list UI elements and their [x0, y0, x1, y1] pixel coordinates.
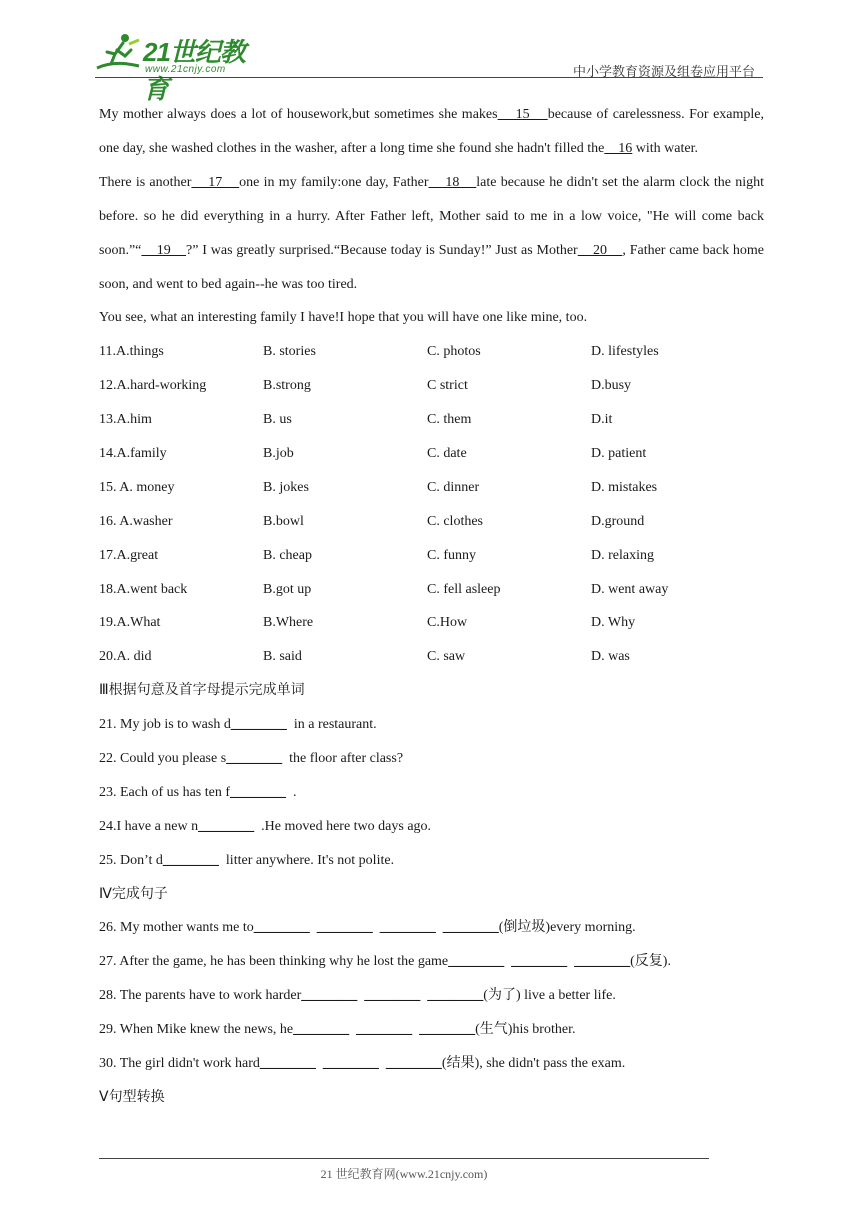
option: B. jokes: [263, 479, 309, 495]
option-row-14: [99, 437, 764, 471]
question-23: [99, 776, 764, 810]
footer-divider: [99, 1158, 709, 1159]
option-row-13: [99, 403, 764, 437]
text: (生气)his brother.: [475, 1022, 576, 1038]
logo-text: 21世纪教育: [143, 37, 245, 104]
option: C. photos: [427, 344, 481, 360]
passage-paragraph-1: [99, 98, 764, 166]
text: 25. Don’t d: [99, 852, 163, 868]
text: 24.I have a new n: [99, 818, 199, 834]
option: C. date: [427, 446, 467, 462]
text: the floor after class?: [282, 751, 404, 767]
option: B. stories: [263, 344, 316, 360]
option-row-17: [99, 539, 764, 573]
answer-blank: ________: [574, 954, 631, 970]
answer-blank: ________: [259, 1056, 316, 1072]
option: 20.A. did: [99, 649, 152, 665]
option-row-15: [99, 471, 764, 505]
answer-blank: ________: [427, 988, 484, 1004]
answer-blank: ________: [379, 920, 436, 936]
text: .: [286, 784, 297, 800]
option: D. Why: [591, 615, 636, 631]
option: 17.A.great: [99, 547, 159, 563]
option: B.got up: [263, 581, 312, 597]
option: C. funny: [427, 547, 476, 563]
option: 19.A.What: [99, 615, 161, 631]
answer-blank: ________: [162, 852, 219, 868]
text: because of carelessness. For example, one day, she washed clothes in the washer, after a long time she found she hadn't filled the: [99, 107, 765, 156]
text: 22. Could you please s: [99, 751, 227, 767]
option: B.strong: [263, 378, 311, 394]
question-30: [99, 1047, 764, 1081]
option-row-19: [99, 606, 764, 640]
question-21: [99, 708, 764, 742]
answer-blank: ________: [253, 920, 310, 936]
answer-blank: ________: [293, 1022, 350, 1038]
option-row-16: [99, 505, 764, 539]
header-divider: [95, 77, 763, 78]
answer-blank: ________: [448, 954, 505, 970]
text: one in my family:one day, Father: [239, 174, 429, 190]
blank-19: 19: [141, 242, 187, 258]
option: C. them: [427, 412, 472, 428]
option: B.bowl: [263, 513, 304, 529]
answer-blank: ________: [226, 751, 283, 767]
answer-blank: ________: [198, 818, 255, 834]
answer-blank: ________: [419, 1022, 476, 1038]
text: 21. My job is to wash d: [99, 717, 231, 733]
option: 13.A.him: [99, 412, 152, 428]
logo-url: www.21cnjy.com: [145, 64, 226, 75]
text: 27. After the game, he has been thinking why he lost the game: [99, 954, 449, 970]
answer-blank: ________: [316, 920, 373, 936]
option: D. lifestyles: [591, 344, 659, 360]
option-row-18: [99, 573, 764, 607]
option-row-20: [99, 640, 764, 674]
question-25: [99, 844, 764, 878]
blank-15: 15: [497, 107, 548, 122]
text: (反复).: [630, 954, 671, 970]
question-27: [99, 945, 764, 979]
blank-16: 16: [604, 140, 633, 156]
text: in a restaurant.: [286, 717, 377, 733]
text: (结果), she didn't pass the exam.: [441, 1056, 626, 1072]
answer-blank: ________: [230, 717, 287, 733]
text: 30. The girl didn't work hard: [99, 1056, 260, 1072]
option: C. fell asleep: [427, 581, 501, 597]
answer-blank: ________: [301, 988, 358, 1004]
text: 29. When Mike knew the news, he: [99, 1022, 294, 1038]
blank-20: 20: [577, 242, 623, 258]
question-24: [99, 810, 764, 844]
site-logo: [95, 30, 260, 104]
text: late because he didn't set the alarm clock the night before. so he did everything in a hurry. After Father left, Mother said to me in a low voice, "He will come back soon.”“: [99, 174, 764, 258]
page-footer: 21 世纪教育网(www.21cnjy.com): [320, 1167, 488, 1181]
answer-blank: ________: [442, 920, 499, 936]
answer-blank: ________: [322, 1056, 379, 1072]
text: (为了) live a better life.: [483, 988, 616, 1004]
passage-paragraph-3: You see, what an interesting family I have!I hope that you will have one like mine, too.: [99, 310, 588, 326]
option: B. us: [263, 412, 292, 428]
option: 16. A.washer: [99, 513, 173, 529]
text: litter anywhere. It's not polite.: [218, 852, 395, 868]
option: 12.A.hard-working: [99, 378, 207, 394]
option: 11.A.things: [99, 344, 164, 360]
question-29: [99, 1013, 764, 1047]
platform-name: 中小学教育资源及组卷应用平台: [572, 65, 755, 80]
document-body: [99, 98, 764, 1115]
text: 26. My mother wants me to: [99, 920, 254, 936]
option: D.it: [591, 412, 613, 428]
text: .He moved here two days ago.: [254, 818, 432, 834]
runner-logo-icon: [95, 30, 143, 76]
question-26: [99, 911, 764, 945]
option: D. relaxing: [591, 547, 654, 563]
answer-blank: ________: [356, 1022, 413, 1038]
option: B.Where: [263, 615, 314, 631]
option: 18.A.went back: [99, 581, 188, 597]
text: There is another: [99, 174, 192, 190]
section-5-title: Ⅴ句型转换: [99, 1088, 165, 1105]
section-4-title: Ⅳ完成句子: [99, 885, 168, 902]
text: 23. Each of us has ten f: [99, 784, 231, 800]
option: C strict: [427, 378, 468, 394]
text: with water.: [632, 140, 699, 156]
option: C. dinner: [427, 479, 480, 495]
option: C. saw: [427, 649, 466, 665]
option: C. clothes: [427, 513, 483, 529]
text: ?” I was greatly surprised.“Because today is Sunday!” Just as Mother: [186, 242, 578, 258]
answer-blank: ________: [230, 784, 287, 800]
answer-blank: ________: [385, 1056, 442, 1072]
option: D. mistakes: [591, 479, 658, 495]
option: D. patient: [591, 446, 647, 462]
options-list: [99, 335, 764, 674]
text: 28. The parents have to work harder: [99, 988, 302, 1004]
text: My mother always does a lot of housework,but sometimes she makes: [99, 107, 498, 122]
passage-paragraph-2: [99, 166, 764, 302]
option: D.busy: [591, 378, 632, 394]
option-row-11: [99, 335, 764, 369]
option: C.How: [427, 615, 468, 631]
option-row-12: [99, 369, 764, 403]
blank-17: 17: [191, 174, 240, 190]
question-22: [99, 742, 764, 776]
page-header: [0, 0, 860, 104]
question-28: [99, 979, 764, 1013]
blank-18: 18: [428, 174, 477, 190]
section-3-title: Ⅲ根据句意及首字母提示完成单词: [99, 682, 305, 699]
answer-blank: ________: [364, 988, 421, 1004]
option: B. cheap: [263, 547, 312, 563]
option: 15. A. money: [99, 479, 175, 495]
option: B. said: [263, 649, 302, 665]
option: D. was: [591, 649, 630, 665]
option: D. went away: [591, 581, 669, 597]
text: , Father came back home soon, and went to bed again--he was too tired.: [99, 242, 765, 292]
text: (倒垃圾)every morning.: [498, 920, 636, 936]
answer-blank: ________: [511, 954, 568, 970]
option: B.job: [263, 446, 294, 462]
option: D.ground: [591, 513, 645, 529]
option: 14.A.family: [99, 446, 167, 462]
